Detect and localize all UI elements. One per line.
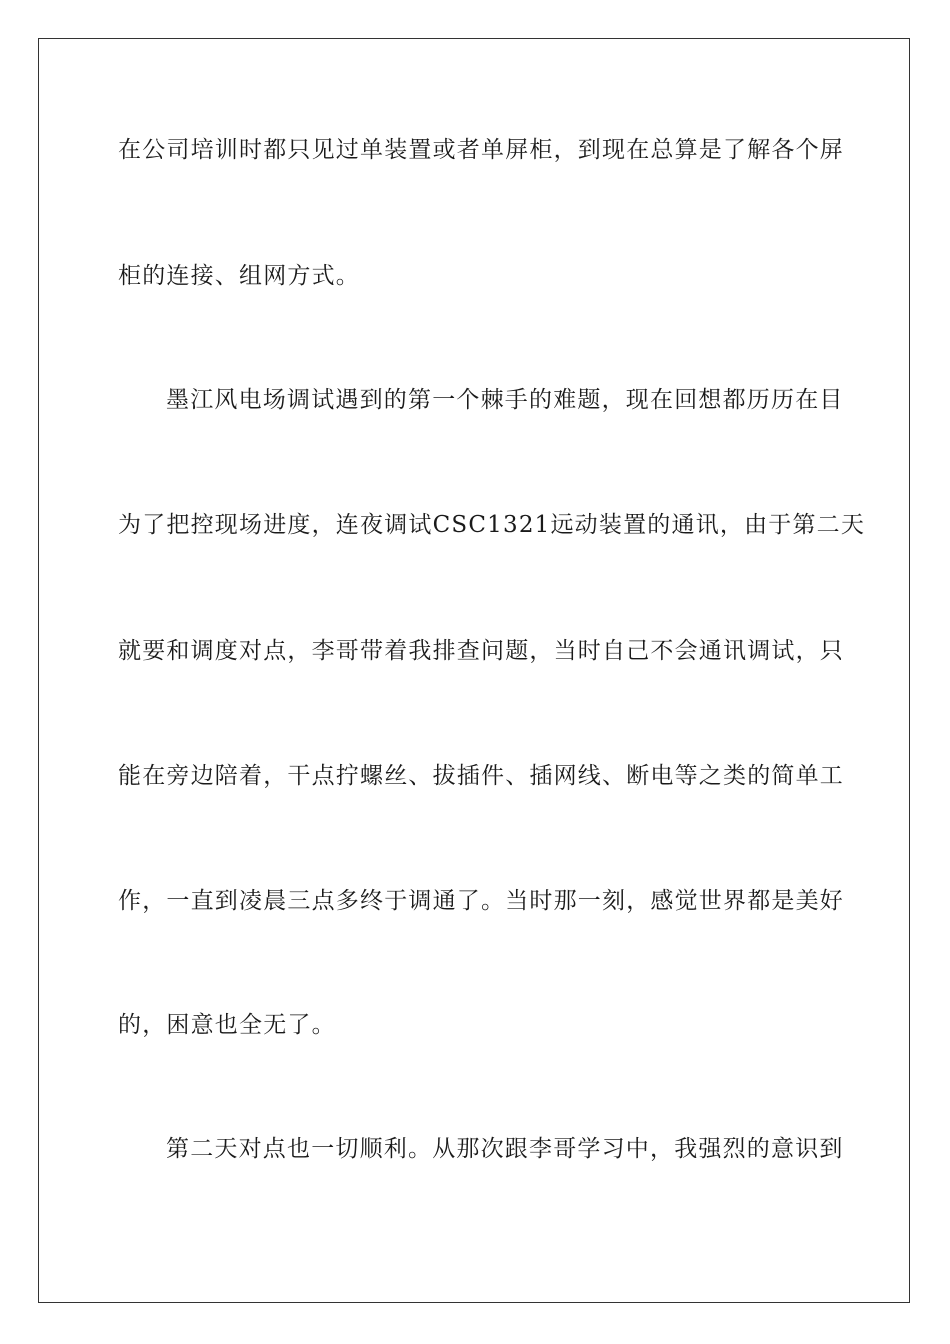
text-line-5: 就要和调度对点，李哥带着我排查问题，当时自己不会通讯调试，只 [118,638,844,664]
text-line-8: 的，困意也全无了。 [118,1012,336,1038]
page-border [38,38,910,1303]
text-line-1: 在公司培训时都只见过单装置或者单屏柜，到现在总算是了解各个屏 [118,137,844,163]
text-line-9: 第二天对点也一切顺利。从那次跟李哥学习中，我强烈的意识到 [166,1136,844,1162]
text-line-2: 柜的连接、组网方式。 [118,263,360,289]
text-line-4: 为了把控现场进度，连夜调试CSC1321远动装置的通讯，由于第二天 [118,512,866,538]
text-line-3: 墨江风电场调试遇到的第一个棘手的难题，现在回想都历历在目 [166,387,844,413]
text-line-7: 作，一直到凌晨三点多终于调通了。当时那一刻，感觉世界都是美好 [118,888,844,914]
text-line-6: 能在旁边陪着，干点拧螺丝、拔插件、插网线、断电等之类的简单工 [118,763,844,789]
